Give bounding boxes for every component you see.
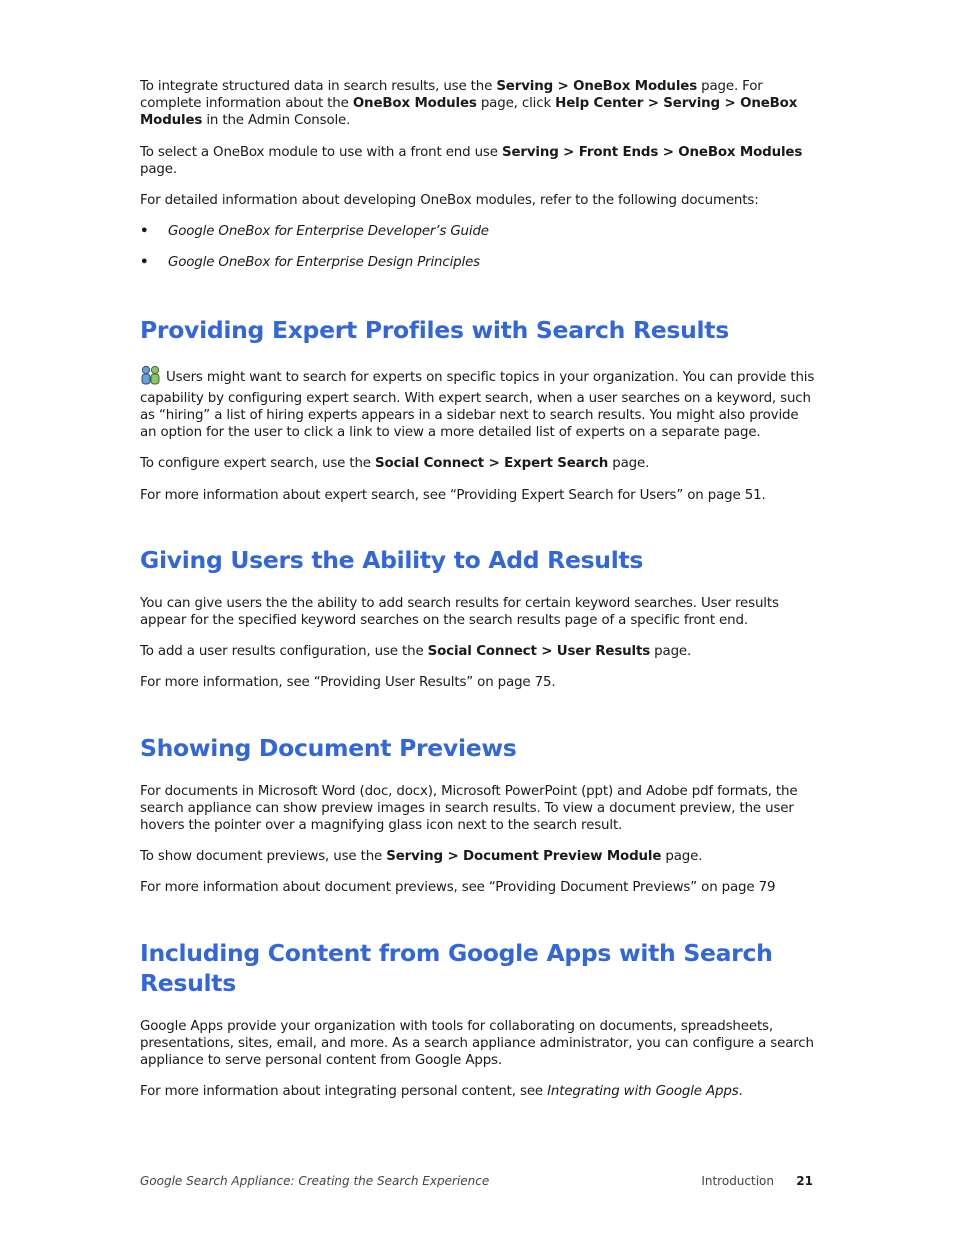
- user-results-intro-paragraph: You can give users the the ability to add search results for certain keyword searches. User results appear for the specified keyword searches on the search results page of a specific front end.: [140, 595, 779, 629]
- user-results-config-paragraph: To add a user results configuration, use the Social Connect > User Results page.: [140, 644, 692, 660]
- expert-more-info-paragraph: For more information about expert search, see “Providing Expert Search for Users” on page 51.: [140, 487, 766, 503]
- onebox-docs-list: [140, 223, 816, 271]
- section-heading-document-previews: Showing Document Previews: [140, 733, 517, 762]
- onebox-frontend-paragraph: To select a OneBox module to use with a front end use Serving > Front Ends > OneBox Modules page.: [140, 144, 803, 177]
- apps-intro-paragraph: Google Apps provide your organization with tools for collaborating on documents, spreadsheets, presentations, sites, email, and more. As a search appliance administrator, you can configure a search appliance to serve personal content from Google Apps.: [140, 1018, 814, 1069]
- expert-intro-paragraph: Users might want to search for experts on specific topics in your organization. You can provide this capability by configuring expert search. With expert search, when a user searches on a keyword, such as “hiring” a list of hiring experts appears in a sidebar next to search results. You might also provide an option for the user to click a link to view a more detailed list of experts on a separate page.: [140, 365, 816, 442]
- previews-config-paragraph: To show document previews, use the Serving > Document Preview Module page.: [140, 849, 703, 865]
- apps-more-info-paragraph: For more information about integrating personal content, see Integrating with Google Apps.: [140, 1084, 743, 1100]
- onebox-docs-paragraph: For detailed information about developing OneBox modules, refer to the following documents:: [140, 193, 759, 209]
- people-icon: [140, 365, 162, 390]
- previews-intro-paragraph: For documents in Microsoft Word (doc, docx), Microsoft PowerPoint (ppt) and Adobe pdf formats, the search appliance can show preview images in search results. To view a document preview, the user hovers the pointer over a magnifying glass icon next to the search result.: [140, 783, 798, 834]
- section-heading-expert-profiles: Providing Expert Profiles with Search Results: [140, 315, 729, 344]
- bullet-glyph: •: [140, 255, 149, 271]
- footer-section-name: Introduction: [701, 1174, 774, 1188]
- page-footer: [140, 1174, 816, 1190]
- previews-more-info-paragraph: For more information about document previews, see “Providing Document Previews” on page 79: [140, 880, 776, 896]
- page-body: [140, 78, 816, 1100]
- onebox-intro-paragraph: To integrate structured data in search results, use the Serving > OneBox Modules page. For complete information about the OneBox Modules page, click Help Center > Serving > OneBox Modules in the Admin Console.: [140, 79, 798, 129]
- footer-document-title: Google Search Appliance: Creating the Search Experience: [140, 1174, 490, 1188]
- footer-page-number: 21: [796, 1174, 813, 1188]
- bullet-glyph: •: [140, 224, 149, 240]
- expert-config-paragraph: To configure expert search, use the Social Connect > Expert Search page.: [140, 456, 650, 472]
- list-item: • Google OneBox for Enterprise Design Principles: [140, 255, 481, 271]
- list-item: • Google OneBox for Enterprise Developer’s Guide: [140, 224, 489, 240]
- section-heading-google-apps: Including Content from Google Apps with Search Results: [140, 938, 773, 997]
- user-results-more-info-paragraph: For more information, see “Providing User Results” on page 75.: [140, 675, 556, 691]
- section-heading-user-results: Giving Users the Ability to Add Results: [140, 545, 644, 574]
